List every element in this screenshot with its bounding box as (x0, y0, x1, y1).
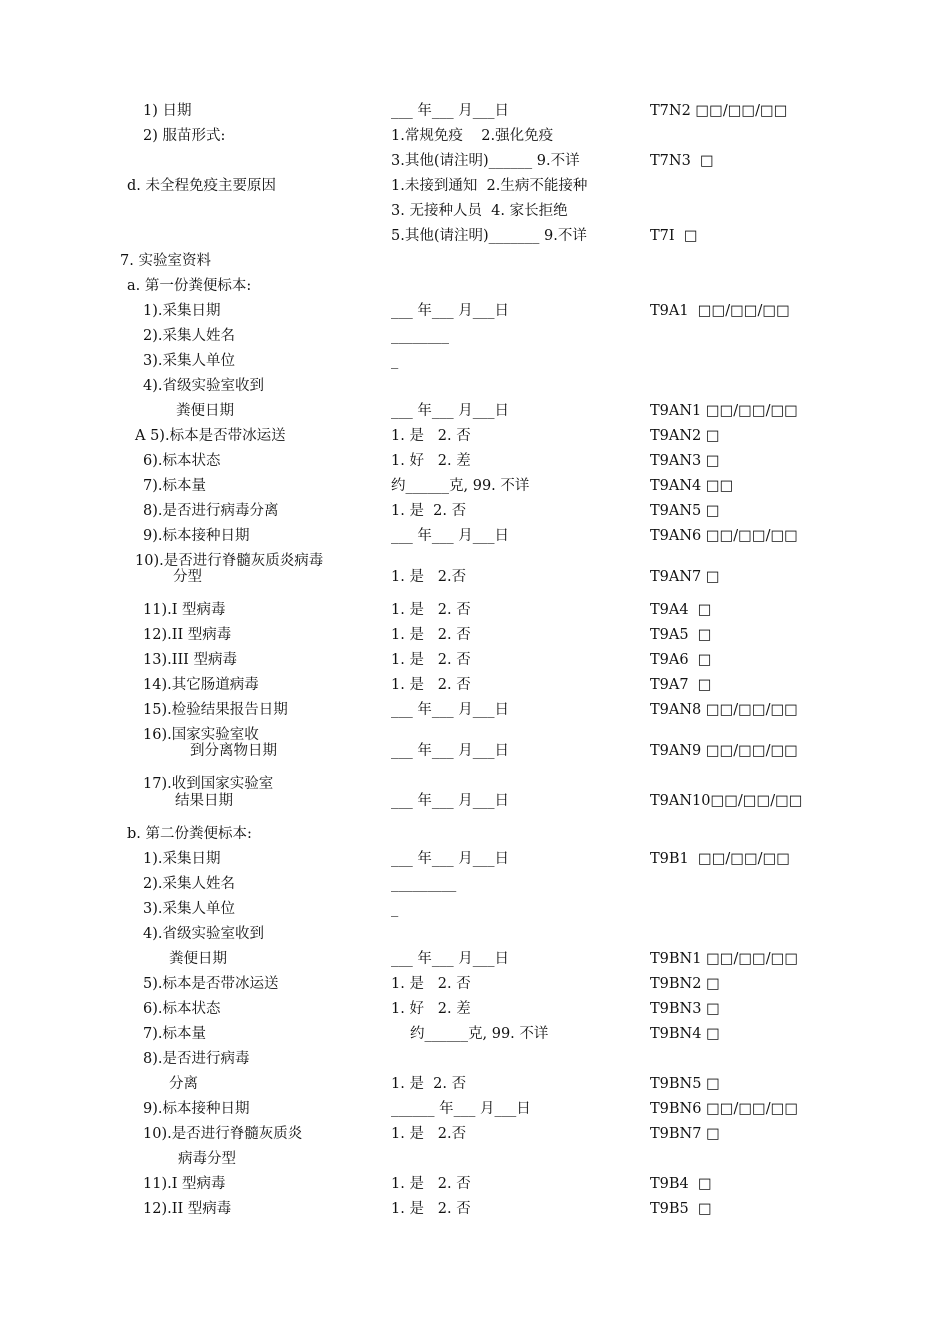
row-answer-options: _ (391, 901, 399, 917)
row-code-boxes: T7N3 □ (650, 153, 714, 169)
row-answer-options: _________ (391, 876, 457, 892)
form-row (0, 251, 950, 276)
row-code-boxes: T7I □ (650, 228, 698, 244)
row-label: 16).国家实验室收 (143, 727, 259, 743)
row-code-boxes: T9A5 □ (650, 627, 712, 643)
row-code-boxes: T9A6 □ (650, 652, 712, 668)
row-label: 17).收到国家实验室 (143, 776, 274, 792)
row-label: 15).检验结果报告日期 (143, 702, 288, 718)
form-row (0, 791, 950, 816)
form-row (0, 326, 950, 351)
form-row (0, 526, 950, 551)
row-label: 结果日期 (175, 793, 233, 809)
row-label: 13).III 型病毒 (143, 652, 238, 668)
row-answer-options: 3.其他(请注明)______ 9.不详 (391, 153, 580, 169)
row-label: a. 第一份粪便标本: (127, 278, 252, 294)
row-code-boxes: T9AN7 □ (650, 569, 720, 585)
row-answer-options: ___ 年___ 月___日 (391, 403, 509, 419)
form-row (0, 201, 950, 226)
row-label: 8).是否进行病毒 (143, 1051, 250, 1067)
row-answer-options: ___ 年___ 月___日 (391, 951, 509, 967)
form-row (0, 675, 950, 700)
row-code-boxes: T7N2 □□/□□/□□ (650, 103, 788, 119)
row-code-boxes: T9BN6 □□/□□/□□ (650, 1101, 799, 1117)
row-label: d. 未全程免疫主要原因 (127, 178, 276, 194)
row-answer-options: ___ 年___ 月___日 (391, 528, 509, 544)
row-answer-options: 1. 是 2. 否 (391, 503, 467, 519)
row-answer-options: 约______克, 99. 不详 (391, 478, 530, 494)
row-answer-options: 1. 是 2. 否 (391, 677, 471, 693)
row-answer-options: 1. 是 2. 否 (391, 976, 471, 992)
form-row (0, 1149, 950, 1174)
form-row (0, 999, 950, 1024)
form-row (0, 1124, 950, 1149)
row-code-boxes: T9B5 □ (650, 1201, 712, 1217)
row-answer-options: ______ 年___ 月___日 (391, 1101, 531, 1117)
row-code-boxes: T9BN3 □ (650, 1001, 720, 1017)
form-row (0, 226, 950, 251)
form-row (0, 974, 950, 999)
row-answer-options: 1.常规免疫 2.强化免疫 (391, 128, 554, 144)
row-label: 粪便日期 (169, 951, 227, 967)
row-label: 1).采集日期 (143, 851, 221, 867)
row-answer-options: 1. 是 2. 否 (391, 428, 471, 444)
row-code-boxes: T9BN4 □ (650, 1026, 720, 1042)
form-row (0, 1074, 950, 1099)
row-label: 6).标本状态 (143, 453, 221, 469)
row-code-boxes: T9AN3 □ (650, 453, 720, 469)
form-row (0, 276, 950, 301)
form-row (0, 101, 950, 126)
form-row (0, 1199, 950, 1224)
row-label: 10).是否进行脊髓灰质炎 (143, 1126, 303, 1142)
form-row (0, 1174, 950, 1199)
row-answer-options: 1. 是 2. 否 (391, 1076, 467, 1092)
row-answer-options: 1. 是 2. 否 (391, 652, 471, 668)
row-answer-options: 1. 好 2. 差 (391, 453, 471, 469)
form-row (0, 567, 950, 592)
form-row (0, 824, 950, 849)
row-label: 2).采集人姓名 (143, 876, 235, 892)
form-row (0, 741, 950, 766)
row-code-boxes: T9BN5 □ (650, 1076, 720, 1092)
row-label: 2) 服苗形式: (143, 128, 226, 144)
row-label: 到分离物日期 (190, 743, 277, 759)
row-code-boxes: T9A4 □ (650, 602, 712, 618)
form-row (0, 1099, 950, 1124)
row-answer-options: ___ 年___ 月___日 (391, 793, 509, 809)
form-row (0, 924, 950, 949)
form-row (0, 1049, 950, 1074)
row-label: 粪便日期 (176, 403, 234, 419)
row-label: 1) 日期 (143, 103, 192, 119)
row-code-boxes: T9A7 □ (650, 677, 712, 693)
row-label: 6).标本状态 (143, 1001, 221, 1017)
row-label: 4).省级实验室收到 (143, 926, 264, 942)
row-label: 11).I 型病毒 (143, 602, 226, 618)
row-label: b. 第二份粪便标本: (127, 826, 252, 842)
form-row (0, 451, 950, 476)
row-answer-options: 1. 是 2. 否 (391, 602, 471, 618)
form-row (0, 126, 950, 151)
row-answer-options: 1. 好 2. 差 (391, 1001, 471, 1017)
row-label: 9).标本接种日期 (143, 1101, 250, 1117)
form-row (0, 426, 950, 451)
form-row (0, 301, 950, 326)
row-label: 病毒分型 (178, 1151, 236, 1167)
row-answer-options: 1. 是 2. 否 (391, 1176, 471, 1192)
form-row (0, 700, 950, 725)
form-row (0, 176, 950, 201)
row-label: 10).是否进行脊髓灰质炎病毒 (135, 553, 324, 569)
row-label: 5).标本是否带冰运送 (143, 976, 279, 992)
form-row (0, 501, 950, 526)
row-label: 3).采集人单位 (143, 353, 235, 369)
form-row (0, 476, 950, 501)
row-answer-options: ___ 年___ 月___日 (391, 103, 509, 119)
row-answer-options: 约______克, 99. 不详 (410, 1026, 549, 1042)
row-label: 8).是否进行病毒分离 (143, 503, 279, 519)
row-code-boxes: T9AN10□□/□□/□□ (650, 793, 803, 809)
row-code-boxes: T9BN7 □ (650, 1126, 720, 1142)
row-answer-options: _ (391, 353, 399, 369)
row-answer-options: 5.其他(请注明)_______ 9.不详 (391, 228, 587, 244)
row-answer-options: 1. 是 2.否 (391, 569, 467, 585)
row-label: 1).采集日期 (143, 303, 221, 319)
row-label: 9).标本接种日期 (143, 528, 250, 544)
form-row (0, 949, 950, 974)
row-label: 3).采集人单位 (143, 901, 235, 917)
row-label: 分离 (169, 1076, 198, 1092)
row-answer-options: ___ 年___ 月___日 (391, 851, 509, 867)
row-label: 14).其它肠道病毒 (143, 677, 259, 693)
row-code-boxes: T9BN1 □□/□□/□□ (650, 951, 799, 967)
form-row (0, 151, 950, 176)
row-label: A 5).标本是否带冰运送 (135, 428, 286, 444)
row-code-boxes: T9B1 □□/□□/□□ (650, 851, 790, 867)
row-label: 7).标本量 (143, 1026, 206, 1042)
form-row (0, 874, 950, 899)
form-row (0, 849, 950, 874)
row-answer-options: 1. 是 2.否 (391, 1126, 467, 1142)
row-label: 2).采集人姓名 (143, 328, 235, 344)
row-label: 11).I 型病毒 (143, 1176, 226, 1192)
row-answer-options: ________ (391, 328, 449, 344)
row-label: 12).II 型病毒 (143, 1201, 232, 1217)
row-code-boxes: T9AN8 □□/□□/□□ (650, 702, 798, 718)
form-row (0, 401, 950, 426)
row-answer-options: 1. 是 2. 否 (391, 627, 471, 643)
row-code-boxes: T9AN9 □□/□□/□□ (650, 743, 798, 759)
form-row (0, 899, 950, 924)
row-label: 12).II 型病毒 (143, 627, 232, 643)
row-code-boxes: T9BN2 □ (650, 976, 720, 992)
row-label: 7. 实验室资料 (120, 253, 211, 269)
row-answer-options: ___ 年___ 月___日 (391, 303, 509, 319)
row-answer-options: ___ 年___ 月___日 (391, 702, 509, 718)
row-code-boxes: T9AN2 □ (650, 428, 720, 444)
row-answer-options: 1.未接到通知 2.生病不能接种 (391, 178, 588, 194)
form-row (0, 351, 950, 376)
row-label: 7).标本量 (143, 478, 206, 494)
row-code-boxes: T9AN4 □□ (650, 478, 734, 494)
form-row (0, 376, 950, 401)
row-answer-options: 3. 无接种人员 4. 家长拒绝 (391, 203, 568, 219)
row-answer-options: ___ 年___ 月___日 (391, 743, 509, 759)
row-code-boxes: T9AN5 □ (650, 503, 720, 519)
row-label: 4).省级实验室收到 (143, 378, 264, 394)
row-answer-options: 1. 是 2. 否 (391, 1201, 471, 1217)
form-row (0, 625, 950, 650)
row-code-boxes: T9AN1 □□/□□/□□ (650, 403, 798, 419)
row-label: 分型 (173, 569, 202, 585)
form-row (0, 650, 950, 675)
form-row (0, 600, 950, 625)
row-code-boxes: T9A1 □□/□□/□□ (650, 303, 790, 319)
row-code-boxes: T9B4 □ (650, 1176, 712, 1192)
form-row (0, 1024, 950, 1049)
row-code-boxes: T9AN6 □□/□□/□□ (650, 528, 798, 544)
